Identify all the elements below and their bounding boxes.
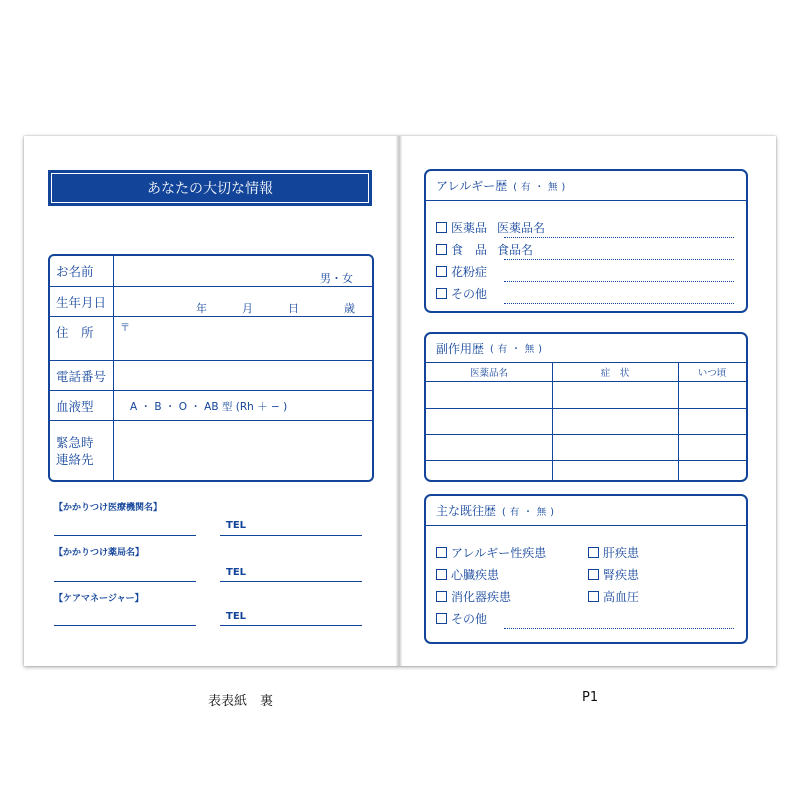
history-item-other bbox=[436, 610, 487, 627]
allergy-item-pollen bbox=[436, 263, 487, 280]
birth-day-unit: 日 bbox=[288, 302, 299, 315]
allergy-item-other bbox=[436, 285, 487, 302]
history-item-heart bbox=[436, 566, 499, 583]
contact-pharmacy-tel-label: TEL bbox=[226, 567, 247, 578]
contact-clinic-label: 【かかりつけ医療機関名】 bbox=[54, 503, 163, 513]
allergy-box bbox=[424, 169, 748, 313]
column-header-symptom: 症 状 bbox=[600, 368, 630, 379]
history-title: 主な既往歴 bbox=[436, 504, 497, 518]
checkbox-icon[interactable] bbox=[436, 547, 447, 558]
contact-pharmacy-name-line bbox=[54, 581, 196, 582]
allergy-food-line bbox=[504, 259, 734, 260]
checkbox-icon[interactable] bbox=[436, 613, 447, 624]
allergy-item-label: 食 品 bbox=[451, 243, 488, 257]
allergy-item-label: その他 bbox=[451, 287, 488, 301]
birth-year-unit: 年 bbox=[196, 302, 207, 315]
allergy-item-label: 医薬品 bbox=[451, 221, 488, 235]
allergy-item-sub: 医薬品名 bbox=[497, 221, 546, 235]
checkbox-icon[interactable] bbox=[436, 288, 447, 299]
checkbox-icon[interactable] bbox=[588, 547, 599, 558]
caption-left: 表表紙 裏 bbox=[208, 694, 274, 709]
caption-right: P1 bbox=[582, 690, 599, 705]
contact-caremanager-label: 【ケアマネージャー】 bbox=[54, 594, 144, 604]
emergency-label bbox=[50, 421, 114, 480]
allergy-item-medicine bbox=[436, 219, 545, 236]
allergy-yes-no: ( 有 ・ 無 ) bbox=[513, 181, 566, 193]
allergy-item-sub: 食品名 bbox=[497, 243, 534, 257]
contact-pharmacy-tel-line bbox=[220, 581, 362, 582]
history-item-label: 心臓疾患 bbox=[451, 568, 500, 582]
blood-label: 血液型 bbox=[50, 391, 114, 420]
birth-label: 生年月日 bbox=[50, 287, 114, 316]
allergy-item-food bbox=[436, 241, 533, 258]
history-item-hypertension bbox=[588, 588, 639, 605]
history-other-line bbox=[504, 628, 734, 629]
name-label: お名前 bbox=[50, 256, 114, 286]
gender-options: 男・女 bbox=[320, 272, 353, 285]
checkbox-icon[interactable] bbox=[436, 266, 447, 277]
column-header-medicine: 医薬品名 bbox=[469, 368, 508, 379]
table-column-line bbox=[552, 362, 553, 480]
history-header bbox=[426, 496, 746, 526]
side-effects-header bbox=[426, 334, 746, 362]
table-row-line bbox=[426, 408, 746, 409]
contact-caremanager-name-line bbox=[54, 625, 196, 626]
contact-caremanager-tel-line bbox=[220, 625, 362, 626]
allergy-title: アレルギー歴 bbox=[436, 179, 508, 193]
checkbox-icon[interactable] bbox=[588, 591, 599, 602]
checkbox-icon[interactable] bbox=[436, 244, 447, 255]
personal-info-table bbox=[48, 254, 374, 482]
contact-clinic-tel-line bbox=[220, 535, 362, 536]
checkbox-icon[interactable] bbox=[436, 222, 447, 233]
side-effects-header-row bbox=[426, 362, 746, 382]
checkbox-icon[interactable] bbox=[436, 591, 447, 602]
side-effects-yes-no: ( 有 ・ 無 ) bbox=[490, 344, 543, 355]
history-item-liver bbox=[588, 544, 639, 561]
checkbox-icon[interactable] bbox=[436, 569, 447, 580]
emergency-label-line2: 連絡先 bbox=[56, 451, 94, 467]
contact-clinic-tel-label: TEL bbox=[226, 520, 247, 531]
address-label: 住 所 bbox=[50, 317, 114, 360]
phone-row bbox=[50, 361, 372, 391]
blood-options: A ・ B ・ O ・ AB 型 (Rh ＋ − ) bbox=[130, 401, 288, 413]
table-row-line bbox=[426, 460, 746, 461]
history-item-label: その他 bbox=[451, 612, 488, 626]
contact-clinic-name-line bbox=[54, 535, 196, 536]
allergy-item-label: 花粉症 bbox=[451, 265, 488, 279]
allergy-header bbox=[426, 171, 746, 201]
contact-pharmacy bbox=[54, 545, 374, 578]
history-item-label: 腎疾患 bbox=[603, 568, 640, 582]
info-title: あなたの大切な情報 bbox=[51, 173, 369, 203]
allergy-pollen-line bbox=[504, 281, 734, 282]
table-column-line bbox=[678, 362, 679, 480]
blood-row bbox=[50, 391, 372, 421]
booklet-spread bbox=[24, 136, 776, 666]
table-row-line bbox=[426, 434, 746, 435]
checkbox-icon[interactable] bbox=[588, 569, 599, 580]
age-unit: 歳 bbox=[344, 302, 355, 315]
history-item-label: 肝疾患 bbox=[603, 546, 640, 560]
allergy-other-line bbox=[504, 303, 734, 304]
postal-mark: 〒 bbox=[120, 323, 130, 334]
info-title-bar bbox=[48, 170, 372, 206]
history-item-kidney bbox=[588, 566, 639, 583]
contact-clinic bbox=[54, 500, 374, 531]
history-item-allergy bbox=[436, 544, 546, 561]
history-yes-no: ( 有 ・ 無 ) bbox=[502, 506, 555, 518]
side-effects-box bbox=[424, 332, 748, 482]
history-item-label: アレルギー性疾患 bbox=[451, 546, 547, 560]
address-row bbox=[50, 317, 372, 361]
allergy-medicine-line bbox=[504, 237, 734, 238]
history-item-label: 高血圧 bbox=[603, 590, 640, 604]
history-item-digestive bbox=[436, 588, 511, 605]
phone-label: 電話番号 bbox=[50, 361, 114, 390]
birth-month-unit: 月 bbox=[242, 302, 253, 315]
history-item-label: 消化器疾患 bbox=[451, 590, 512, 604]
column-header-when: いつ頃 bbox=[697, 368, 727, 379]
emergency-label-line1: 緊急時 bbox=[56, 434, 94, 450]
birth-row bbox=[50, 287, 372, 317]
contact-caremanager bbox=[54, 591, 374, 622]
contact-caremanager-tel-label: TEL bbox=[226, 611, 247, 622]
emergency-row bbox=[50, 421, 372, 480]
history-box bbox=[424, 494, 748, 644]
contact-pharmacy-label: 【かかりつけ薬局名】 bbox=[54, 548, 145, 558]
side-effects-title: 副作用歴 bbox=[436, 341, 485, 356]
name-row bbox=[50, 256, 372, 287]
page-fold bbox=[396, 136, 402, 666]
